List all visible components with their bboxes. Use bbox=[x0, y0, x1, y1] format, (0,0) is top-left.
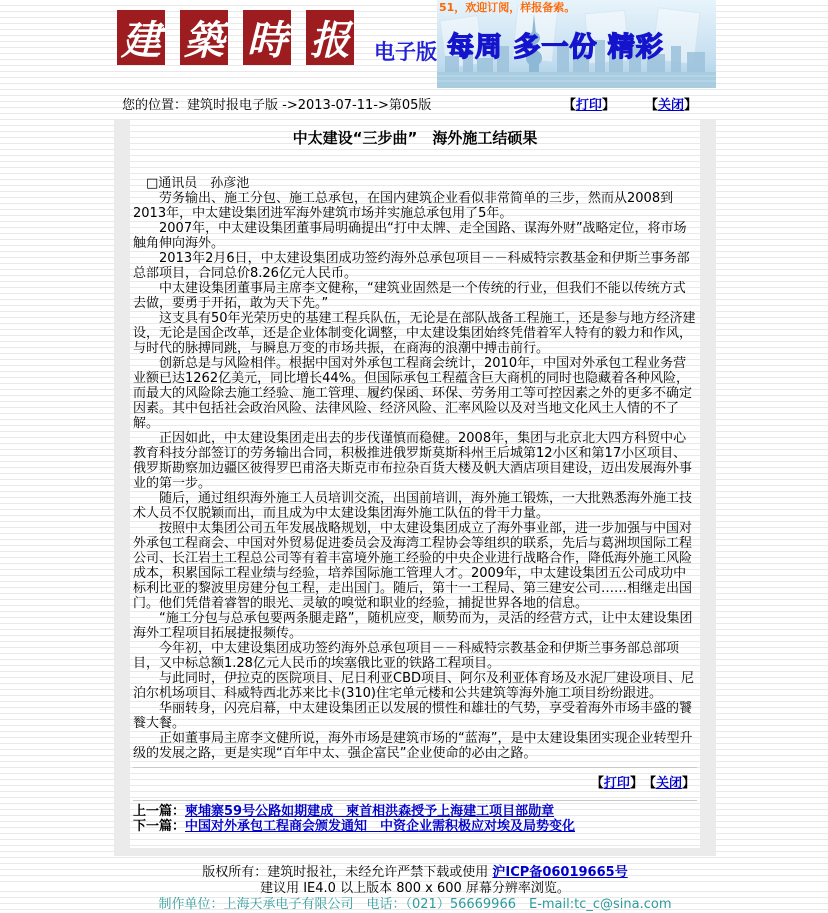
print-control-bottom bbox=[591, 772, 643, 791]
bracket: 】 bbox=[601, 97, 615, 113]
prev-article-row bbox=[133, 804, 697, 819]
article bbox=[130, 120, 700, 848]
subscription-banner[interactable] bbox=[437, 0, 716, 88]
copyright-line bbox=[114, 865, 716, 881]
article-paragraph: 劳务输出、施工分包、施工总承包，在国内建筑企业看似非常简单的三步，然而从2008到2013年，中太建设集团进军海外建筑市场并实施总承包用了5年。 bbox=[133, 191, 674, 221]
article-paragraph: 正因如此，中太建设集团走出去的步伐谨慎而稳健。2008年，集团与北京北大四方科贸中心教育科技分部签订的劳务输出合同，积极推进俄罗斯莫斯科州王后城第12小区和第17小区项目、俄罗斯勘察加边疆区彼得罗巴甫洛夫斯克市布拉杂百货大楼及帆大酒店项目建设，迈出发展海外事业的第一步。 bbox=[133, 431, 693, 491]
bracket: 【 bbox=[644, 97, 658, 113]
close-control-bottom bbox=[643, 772, 695, 791]
bracket: 【 bbox=[590, 776, 604, 791]
article-paragraph: 与此同时，伊拉克的医院项目、尼日利亚CBD项目、阿尔及利亚体育场及水泥厂建设项目、尼泊尔机场项目、科威特西北苏来比卡(310)住宅单元楼和公共建筑等海外施工项目纷纷跟进。 bbox=[133, 671, 695, 701]
bracket: 】 bbox=[681, 776, 695, 791]
article-byline: □通讯员 孙彦池 bbox=[146, 176, 250, 191]
producer-line: 制作单位：上海天承电子有限公司 电话：（021）56669966 E-mail:tc_c@sina.com bbox=[158, 897, 672, 912]
article-paragraph: 正如董事局主席李文健所说，海外市场是建筑市场的“蓝海”，是中太建设集团实现企业转型升级的发展之路，更是实现“百年中太、强企富民”企业使命的必由之路。 bbox=[133, 731, 693, 761]
breadcrumb-path: 建筑时报电子版 ->2013-07-11->第05版 bbox=[187, 97, 432, 113]
breadcrumb-location-label: 您的位置： bbox=[122, 97, 188, 113]
article-paragraph: 今年初，中太建设集团成功签约海外总承包项目－－科威特宗教基金和伊斯兰事务部总部项目，又中标总额1.28亿元人民币的埃塞俄比亚的铁路工程项目。 bbox=[133, 641, 680, 671]
logo-character-block: 築 bbox=[180, 10, 228, 65]
banner-promo-text: 51，欢迎订阅，样报备索。 bbox=[439, 1, 576, 14]
bracket: 【 bbox=[642, 776, 656, 791]
banner-skyline-image bbox=[437, 0, 716, 88]
article-paragraph: 2007年，中太建设集团董事局明确提出“打中太牌、走全国路、谋海外财”战略定位，将市场触角伸向海外。 bbox=[133, 221, 687, 251]
logo-character-block: 時 bbox=[243, 10, 291, 65]
print-control-top bbox=[563, 94, 615, 113]
article-paragraph: 随后，通过组织海外施工人员培训交流，出国前培训，海外施工锻炼，一大批熟悉海外施工技术人员不仅脱颖而出，而且成为中太建设集团海外施工队伍的骨干力量。 bbox=[133, 491, 693, 521]
logo-blocks bbox=[114, 0, 382, 88]
prev-article-link[interactable]: 柬埔寨59号公路如期建成 柬首相洪森授予上海建工项目部勋章 bbox=[185, 804, 555, 819]
article-paragraph: 这支具有50年光荣历史的基建工程兵队伍，无论是在部队战备工程施工，还是参与地方经济建设，无论是国企改革，还是企业体制变化调整，中太建设集团始终凭借着军人特有的毅力和作风，与时代的脉搏同跳，与瞬息万变的市场共振，在商海的浪潮中搏击前行。 bbox=[133, 311, 696, 356]
article-paragraph: 华丽转身，闪亮启幕，中太建设集团正以发展的惯性和雄壮的气势，享受着海外市场丰盛的饕餮大餐。 bbox=[133, 701, 693, 731]
next-article-label: 下一篇： bbox=[133, 819, 186, 834]
bracket: 】 bbox=[629, 776, 643, 791]
bracket: 】 bbox=[683, 97, 697, 113]
article-paragraph: 按照中太集团公司五年发展战略规划，中太建设集团成立了海外事业部，进一步加强与中国对外承包工程商会、中国对外贸易促进委员会及海湾工程协会等组织的联系，先后与葛洲坝国际工程公司、长江岩土工程总公司等有着丰富境外施工经验的中央企业进行战略合作，降低海外施工风险成本，积累国际工程业绩与经验，培养国际施工管理人才。2009年，中太建设集团五公司成功中标利比亚的黎波里房建分包工程，走出国门。随后，第十一工程局、第三建安公司……相继走出国门。他们凭借着睿智的眼光、灵敏的嗅觉和职业的经验，捕捉世界各地的信息。 bbox=[133, 521, 693, 611]
copyright-text: 版权所有：建筑时报社，未经允许严禁下载或使用 bbox=[202, 865, 493, 880]
logo-character-block: 报 bbox=[306, 10, 354, 65]
article-paragraph: 2013年2月6日，中太建设集团成功签约海外总承包项目－－科威特宗教基金和伊斯兰事务部总部项目，合同总价8.26亿元人民币。 bbox=[133, 251, 690, 281]
article-title: 中太建设“三步曲” 海外施工结硕果 bbox=[292, 129, 538, 147]
header bbox=[114, 0, 716, 88]
print-link-bottom[interactable]: 打印 bbox=[603, 776, 630, 791]
article-paragraph: “施工分包与总承包要两条腿走路”，随机应变，顺势而为，灵活的经营方式，让中太建设集团海外工程项目拓展捷报频传。 bbox=[133, 611, 693, 641]
article-body bbox=[133, 191, 697, 761]
article-paragraph: 中太建设集团董事局主席李文健称，“建筑业固然是一个传统的行业，但我们不能以传统方式去做，要勇于开拓，敢为天下先。” bbox=[133, 281, 686, 311]
print-link-top[interactable]: 打印 bbox=[575, 97, 602, 113]
edition-label: 电子版 bbox=[374, 40, 437, 64]
breadcrumb-bar bbox=[114, 89, 716, 117]
icp-license-link[interactable]: 沪ICP备06019665号 bbox=[492, 865, 628, 880]
banner-slogan: 每周 多一份 精彩 bbox=[447, 32, 664, 63]
next-article-link[interactable]: 中国对外承包工程商会颁发通知 中资企业需积极应对埃及局势变化 bbox=[185, 819, 576, 834]
close-link-bottom[interactable]: 关闭 bbox=[655, 776, 682, 791]
close-control-top bbox=[645, 94, 697, 113]
browser-note: 建议用 IE4.0 以上版本 800 x 600 屏幕分辨率浏览。 bbox=[260, 881, 570, 896]
footer bbox=[114, 865, 716, 913]
close-link-top[interactable]: 关闭 bbox=[657, 97, 684, 113]
print-close-row bbox=[133, 768, 697, 794]
next-article-row bbox=[133, 819, 697, 834]
prev-article-label: 上一篇： bbox=[133, 804, 186, 819]
article-container bbox=[114, 120, 716, 856]
pager bbox=[133, 801, 697, 834]
logo-character-block: 建 bbox=[117, 10, 165, 65]
article-paragraph: 创新总是与风险相伴。根据中国对外承包工程商会统计，2010年，中国对外承包工程业务营业额已达1262亿美元，同比增长44%。但国际承包工程蕴含巨大商机的同时也隐藏着各种风险，而最大的风险除去施工经验、施工管理、履约保函、环保、劳务用工等可控因素之外的更多不确定因素。其中包括社会政治风险、法律风险、经济风险、汇率风险以及对当地文化风土人情的不了解。 bbox=[133, 356, 693, 431]
bracket: 【 bbox=[562, 97, 576, 113]
